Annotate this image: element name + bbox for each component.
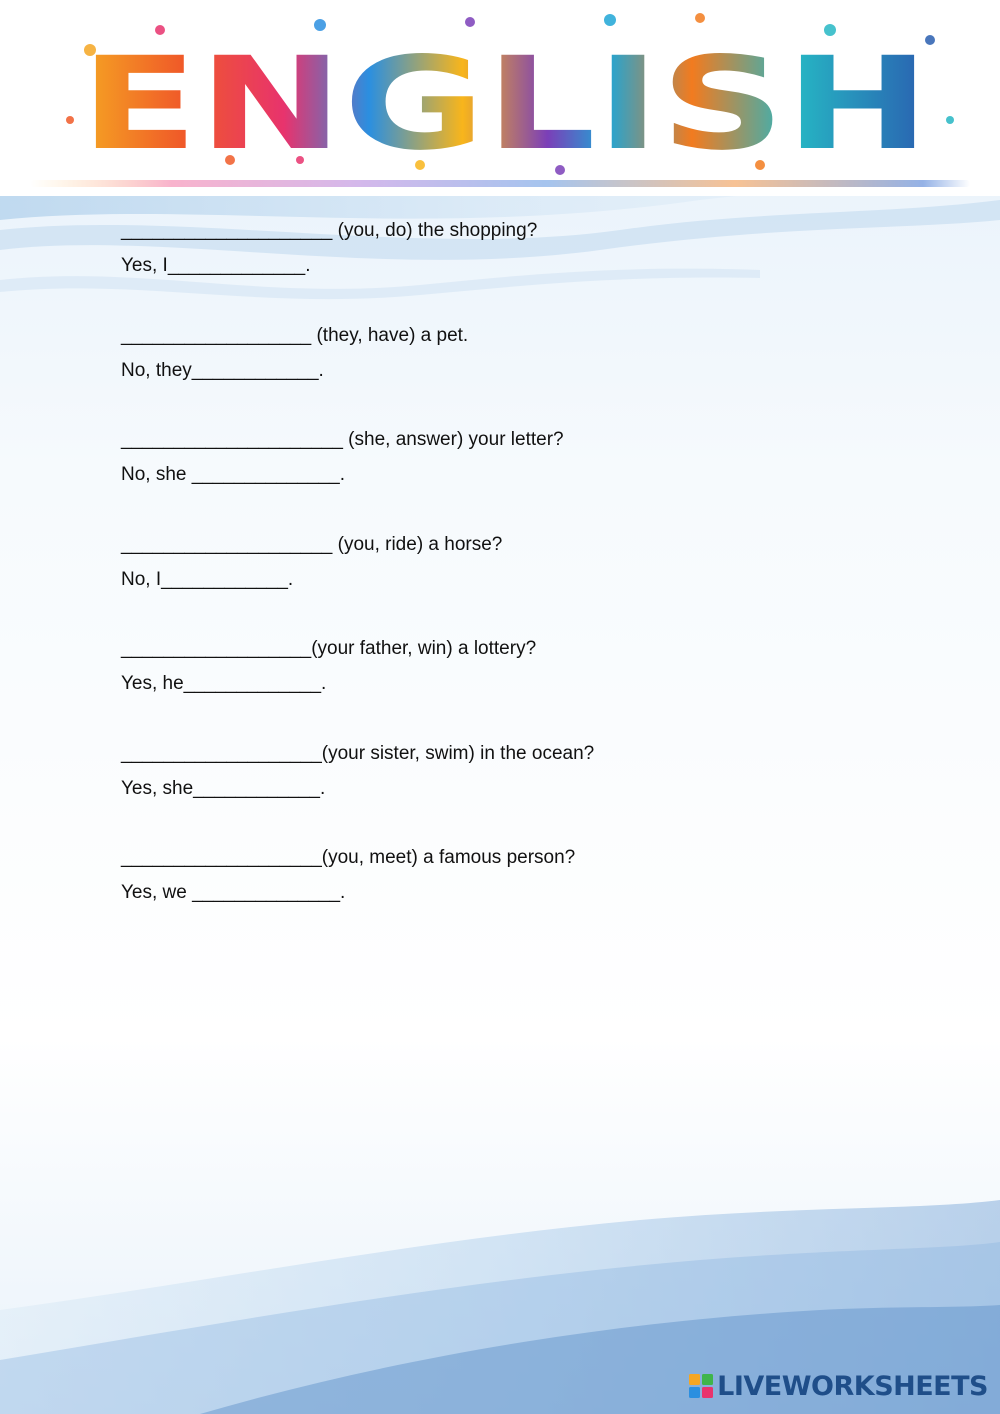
question-text: ____________________ (you, do) the shopping? <box>121 220 538 241</box>
answer-text: No, she ______________. <box>121 464 345 485</box>
question-text: _____________________ (she, answer) your letter? <box>121 429 564 450</box>
title-underline-stripe <box>30 180 970 187</box>
liveworksheets-grid-icon <box>689 1374 713 1398</box>
exercise-item-2 <box>121 321 881 426</box>
question-text: __________________(your father, win) a lottery? <box>121 638 537 659</box>
exercise-item-6 <box>121 739 881 844</box>
exercise-item-4 <box>121 530 881 635</box>
exercise-item-5 <box>121 634 881 739</box>
question-text: ___________________(you, meet) a famous person? <box>121 847 576 868</box>
answer-text: Yes, we ______________. <box>121 882 346 903</box>
liveworksheets-logo[interactable] <box>689 1368 988 1404</box>
title-text: ENGLISH <box>80 30 930 179</box>
liveworksheets-brand-text: LIVEWORKSHEETS <box>717 1370 988 1402</box>
answer-text: No, they____________. <box>121 359 324 381</box>
answer-text: Yes, she____________. <box>121 777 326 799</box>
exercise-item-7 <box>121 843 881 948</box>
question-text: ___________________(your sister, swim) in the ocean? <box>121 742 595 764</box>
exercise-item-1 <box>121 216 881 321</box>
answer-text: Yes, I_____________. <box>121 255 311 276</box>
english-title-logo <box>0 0 1000 196</box>
exercise-list <box>121 216 881 948</box>
answer-text: Yes, he_____________. <box>121 673 327 694</box>
question-text: ____________________ (you, ride) a horse? <box>121 533 503 555</box>
question-text: __________________ (they, have) a pet. <box>121 324 469 346</box>
exercise-item-3 <box>121 425 881 530</box>
header-banner <box>0 0 1000 196</box>
answer-text: No, I____________. <box>121 568 294 590</box>
